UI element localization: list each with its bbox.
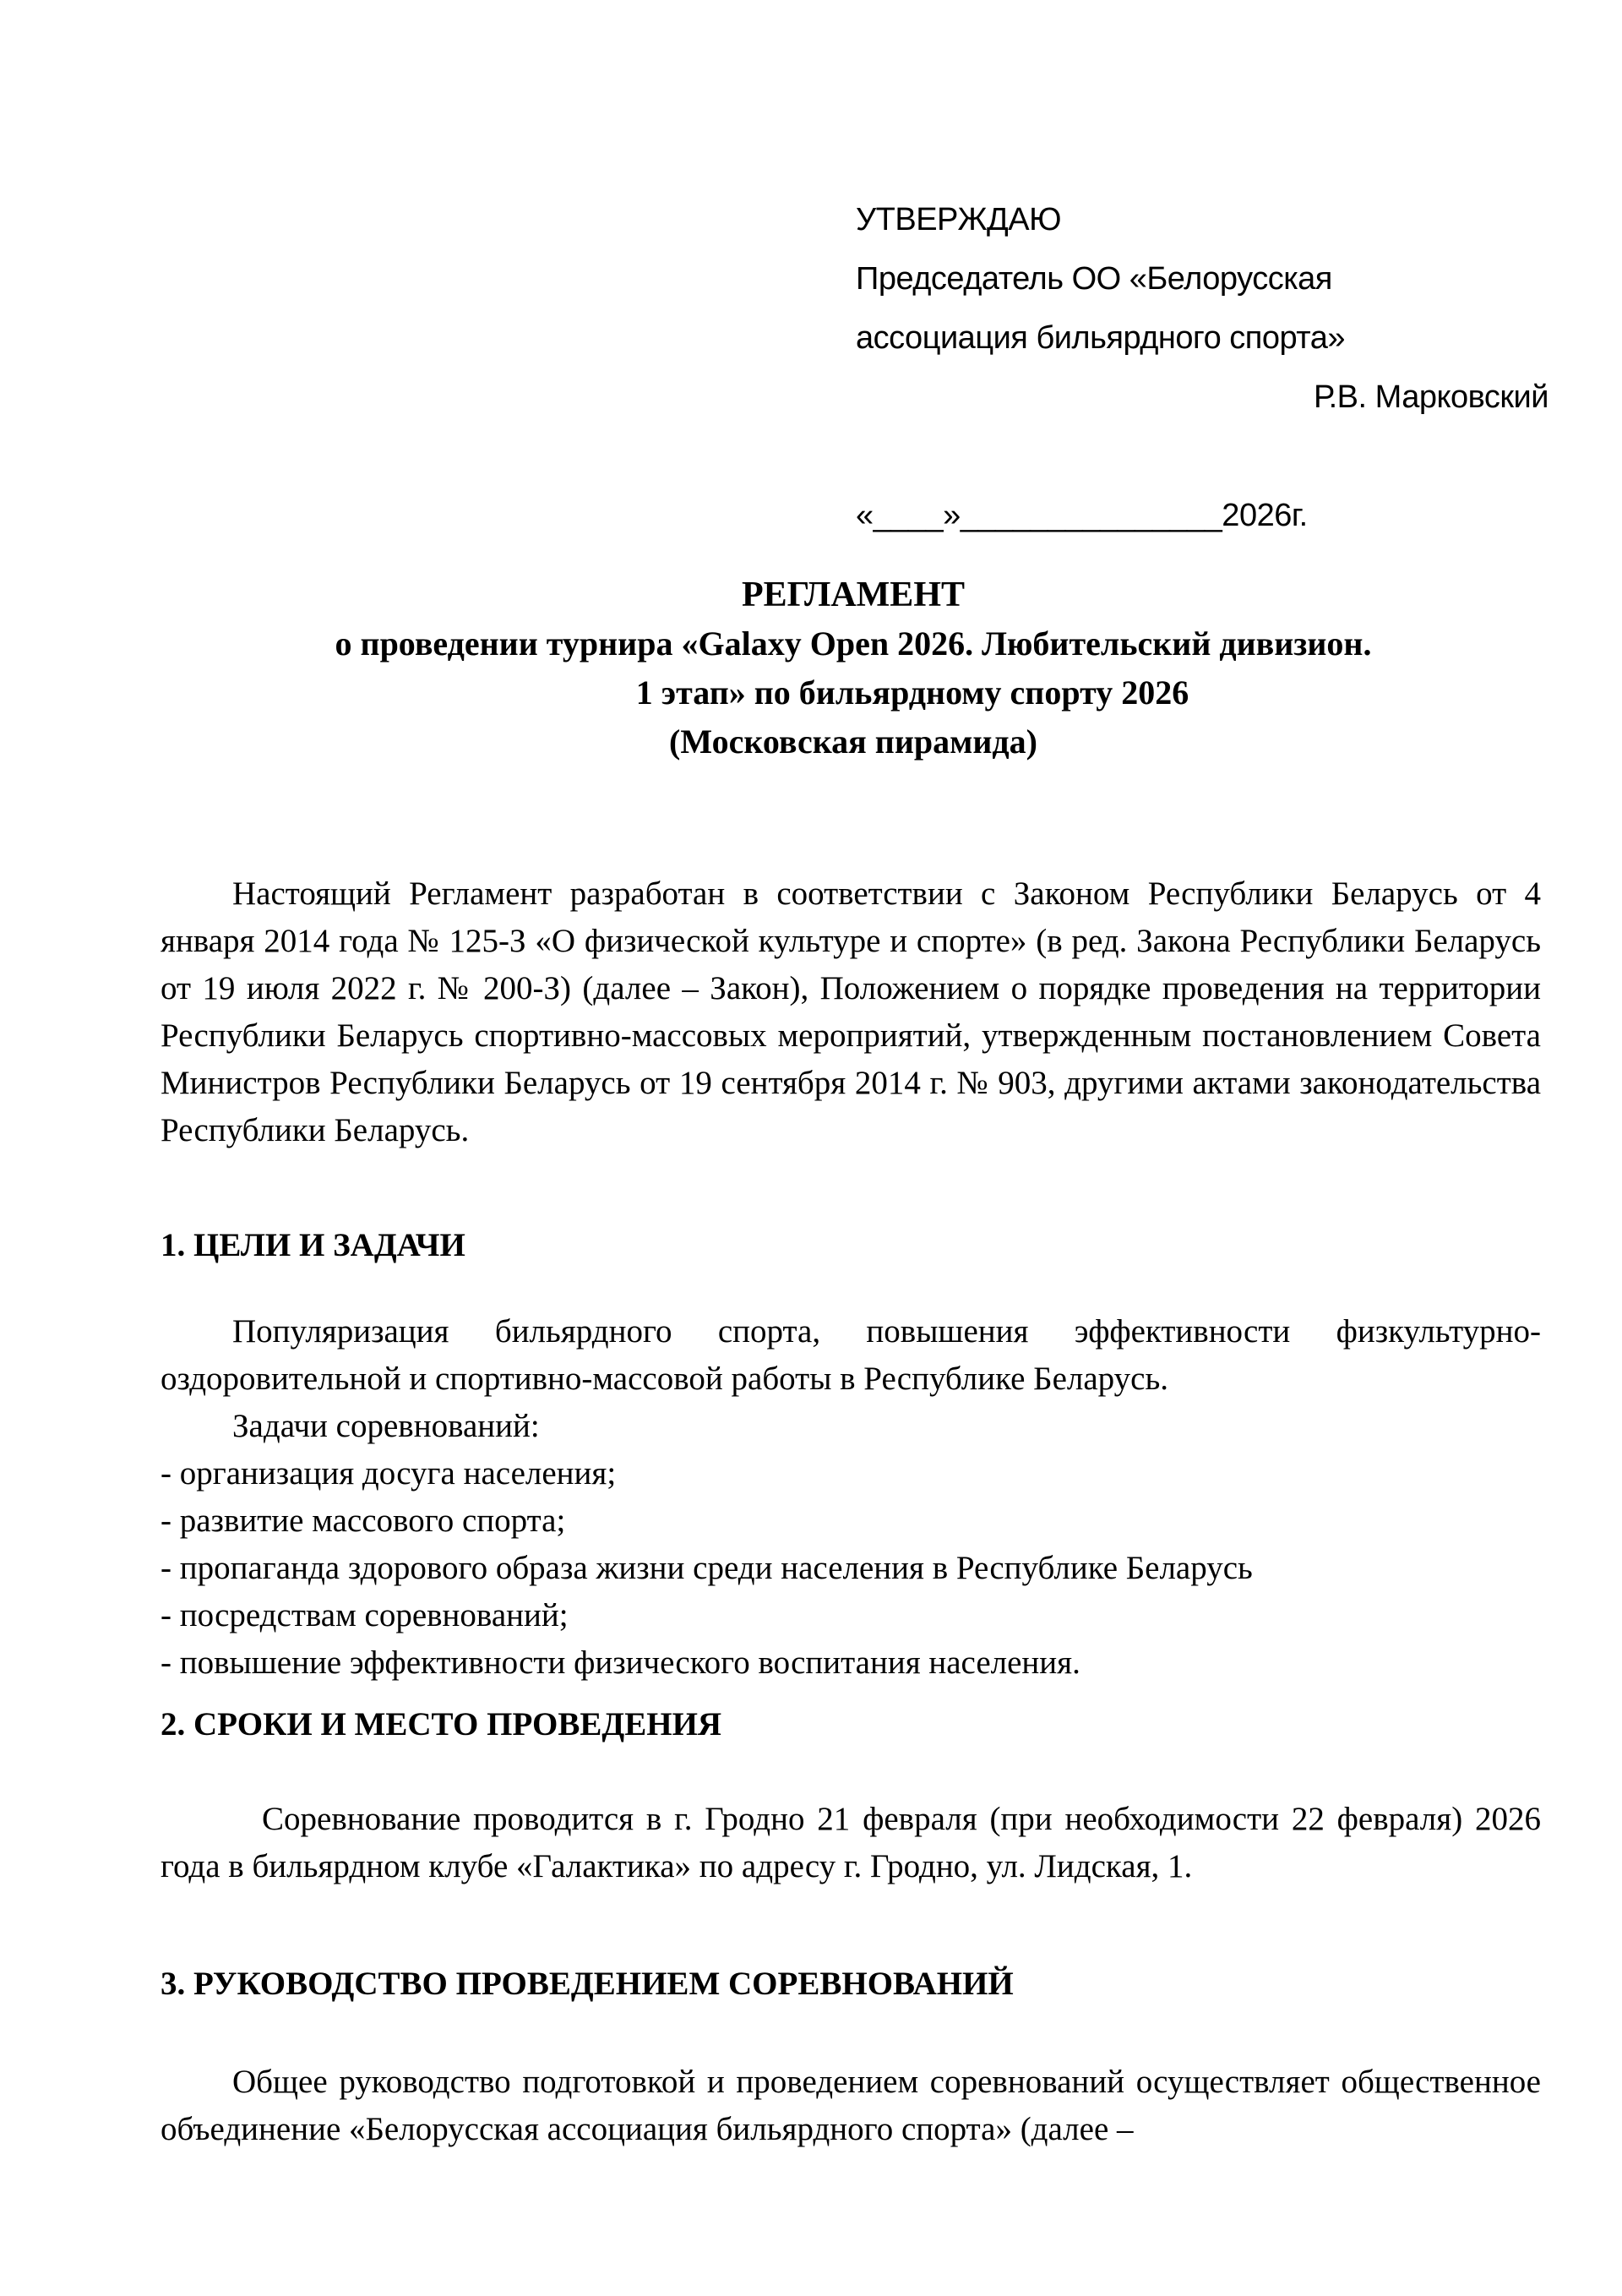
intro-section bbox=[161, 870, 1541, 1154]
approval-date-line: «____»_______________2026г. bbox=[856, 498, 1308, 533]
approver-position-line1: Председатель ОО «Белорусская bbox=[856, 261, 1332, 297]
section-2-heading: 2. СРОКИ И МЕСТО ПРОВЕДЕНИЯ bbox=[161, 1706, 722, 1742]
task-item: - организация досуга населения; bbox=[161, 1455, 617, 1492]
tasks-label: Задачи соревнований: bbox=[232, 1408, 540, 1444]
title-heading: РЕГЛАМЕНТ bbox=[741, 575, 966, 614]
title-line2: 1 этап» по бильярдному спорту 2026 bbox=[635, 674, 1189, 712]
section-1 bbox=[161, 1222, 1541, 1687]
section-3 bbox=[161, 1961, 1541, 2153]
section-3-heading: 3. РУКОВОДСТВО ПРОВЕДЕНИЕМ СОРЕВНОВАНИЙ bbox=[161, 1966, 1014, 2002]
section-3-paragraph: Общее руководство подготовкой и проведением соревнований осуществляет общественное объединение «Белорусская ассоциация бильярдного спорта» (далее – bbox=[161, 2064, 1541, 2147]
task-item: - развитие массового спорта; bbox=[161, 1502, 566, 1539]
section-1-paragraph: Популяризация бильярдного спорта, повышения эффективности физкультурно-оздоровительной и спортивно-массовой работы в Республике Беларусь. bbox=[161, 1313, 1541, 1397]
approval-block bbox=[856, 190, 1549, 545]
section-1-heading: 1. ЦЕЛИ И ЗАДАЧИ bbox=[161, 1227, 465, 1263]
title-line1: о проведении турнира «Galaxy Open 2026. Любительский дивизион. bbox=[335, 624, 1372, 663]
task-item: - посредствам соревнований; bbox=[161, 1597, 569, 1633]
title-line3: (Московская пирамида) bbox=[669, 723, 1037, 761]
approver-position-line2: ассоциация бильярдного спорта» bbox=[856, 320, 1346, 356]
section-2-paragraph: Соревнование проводится в г. Гродно 21 февраля (при необходимости 22 февраля) 2026 года в бильярдном клубе «Галактика» по адресу г. Гродно, ул. Лидская, 1. bbox=[161, 1801, 1541, 1884]
section-2 bbox=[161, 1701, 1541, 1890]
approver-name: Р.В. Марковский bbox=[1313, 379, 1549, 415]
approve-word: УТВЕРЖДАЮ bbox=[856, 202, 1062, 237]
task-item: - пропаганда здорового образа жизни среди населения в Республике Беларусь bbox=[161, 1550, 1253, 1586]
document-title bbox=[161, 570, 1546, 766]
intro-paragraph: Настоящий Регламент разработан в соответствии с Законом Республики Беларусь от 4 января 2014 года № 125-З «О физической культуре и спорте» (в ред. Закона Республики Беларусь от 19 июля 2022 г. № 200-З) (далее – Закон), Положением о порядке проведения на территории Республики Беларусь спортивно-массовых мероприятий, утвержденным постановлением Совета Министров Республики Беларусь от 19 сентября 2014 г. № 903, другими актами законодательства Республики Беларусь. bbox=[161, 875, 1541, 1148]
task-item: - повышение эффективности физического воспитания населения. bbox=[161, 1644, 1080, 1681]
